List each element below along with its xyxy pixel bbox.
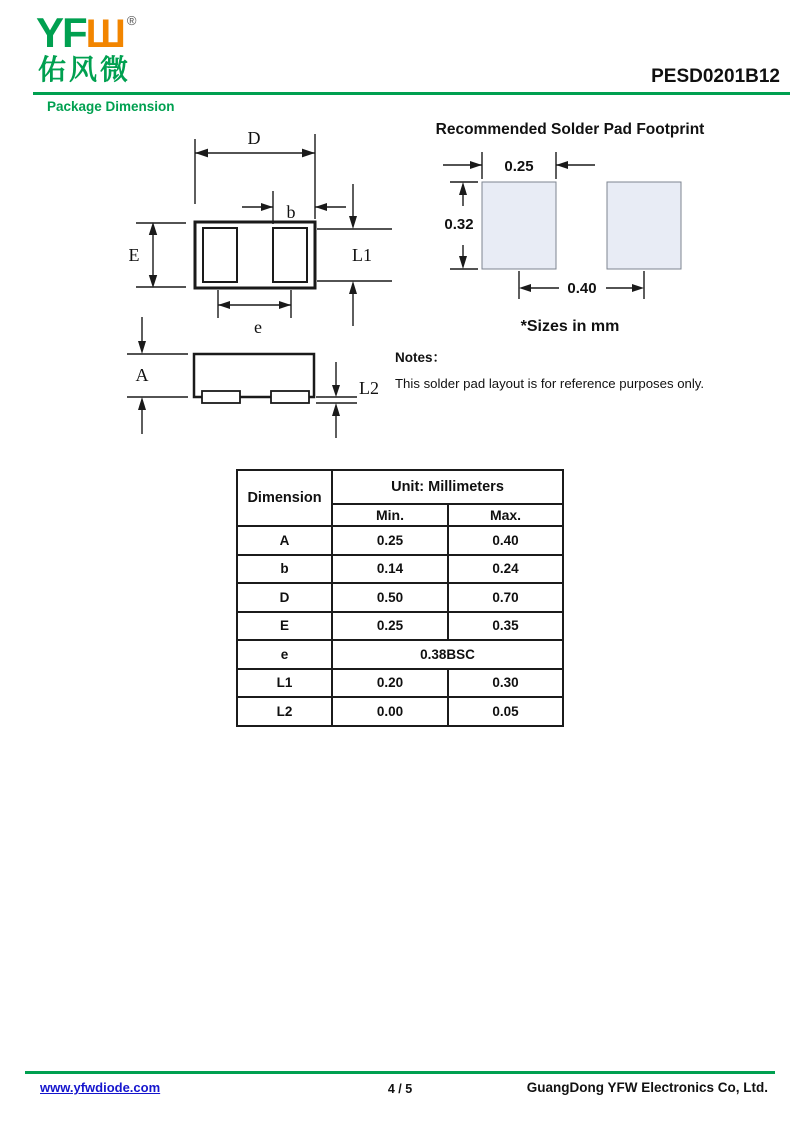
cell-max: 0.24 [448, 555, 563, 584]
dim-e-lines [218, 290, 291, 318]
company-name: GuangDong YFW Electronics Co, Ltd. [526, 1080, 768, 1095]
solder-pads [482, 182, 681, 269]
cell-span-value: 0.38BSC [332, 640, 563, 669]
package-outline-drawing [115, 125, 400, 445]
table-row [237, 697, 563, 726]
dim-label-E: E [128, 245, 140, 265]
cell-max: 0.40 [448, 526, 563, 555]
table-row [237, 583, 563, 612]
dim-label-L2: L2 [359, 378, 379, 398]
part-number: PESD0201B12 [651, 66, 780, 87]
dimension-table-container [236, 469, 564, 727]
notes-block [395, 346, 785, 391]
cell-dim: L1 [237, 669, 332, 698]
cell-dim: A [237, 526, 332, 555]
page-section-title: Package Dimension [47, 99, 175, 114]
notes-text: This solder pad layout is for reference purposes only. [395, 376, 705, 391]
dim-pitch-value: 0.40 [567, 280, 597, 297]
table-row [237, 669, 563, 698]
dim-pad-height-value: 0.32 [444, 216, 474, 233]
table-row [237, 640, 563, 669]
footprint-title: Recommended Solder Pad Footprint [435, 121, 705, 138]
footer-divider [25, 1071, 775, 1074]
logo-w-glyph: Ш [85, 12, 125, 56]
page-number: 4 / 5 [387, 1082, 413, 1096]
dim-label-L1: L1 [352, 245, 372, 265]
table-header-max: Max. [448, 504, 563, 526]
dim-label-D: D [247, 128, 261, 148]
sizes-unit-note: *Sizes in mm [520, 318, 620, 335]
cell-dim: b [237, 555, 332, 584]
table-row [237, 526, 563, 555]
registered-trademark-icon: ® [126, 13, 137, 28]
dim-L2-lines [316, 362, 357, 438]
dim-label-e: e [254, 317, 262, 337]
cell-max: 0.35 [448, 612, 563, 641]
cell-min: 0.20 [332, 669, 448, 698]
logo-yf-text: YF [36, 9, 86, 56]
company-logo [36, 9, 137, 56]
table-row [237, 612, 563, 641]
cell-dim: E [237, 612, 332, 641]
table-header-min: Min. [332, 504, 448, 526]
cell-max: 0.70 [448, 583, 563, 612]
header-divider [33, 92, 790, 95]
cell-min: 0.00 [332, 697, 448, 726]
package-top-view [195, 222, 315, 288]
table-header-dimension: Dimension [237, 470, 332, 526]
dim-label-A: A [135, 365, 149, 385]
cell-max: 0.30 [448, 669, 563, 698]
cell-dim: e [237, 640, 332, 669]
cell-min: 0.14 [332, 555, 448, 584]
cell-min: 0.25 [332, 526, 448, 555]
logo-chinese-text: 佑风微 [38, 54, 132, 85]
cell-dim: L2 [237, 697, 332, 726]
dim-label-b: b [286, 202, 296, 222]
dim-E-lines [136, 222, 186, 288]
package-side-view [194, 354, 314, 403]
dimension-table [236, 469, 564, 727]
dim-pad-width-value: 0.25 [504, 158, 534, 175]
cell-dim: D [237, 583, 332, 612]
solder-pad-footprint-drawing [425, 148, 710, 303]
cell-min: 0.50 [332, 583, 448, 612]
website-link[interactable]: www.yfwdiode.com [40, 1080, 161, 1095]
table-row [237, 555, 563, 584]
notes-label: Notes： [395, 350, 447, 365]
cell-min: 0.25 [332, 612, 448, 641]
cell-max: 0.05 [448, 697, 563, 726]
table-header-unit: Unit: Millimeters [332, 470, 563, 504]
